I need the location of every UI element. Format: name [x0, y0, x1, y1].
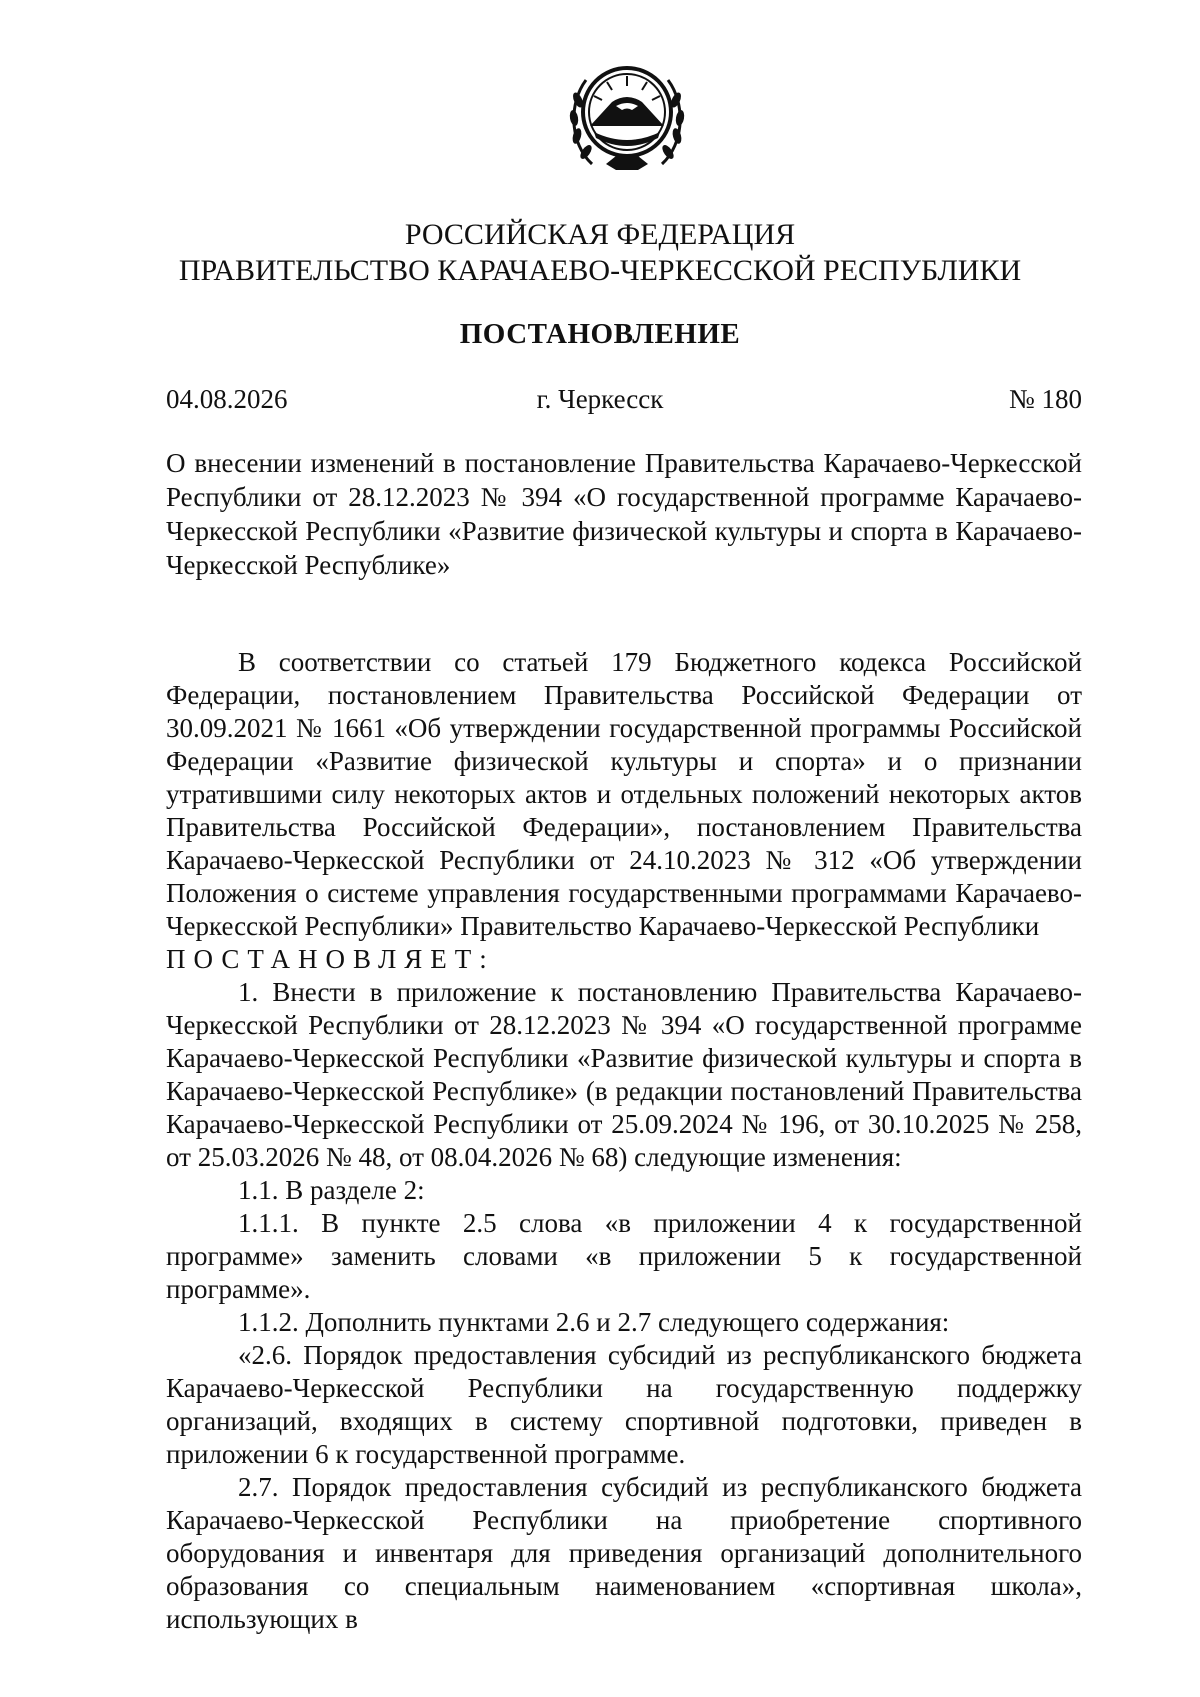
item-1-1-2-paragraph: 1.1.2. Дополнить пунктами 2.6 и 2.7 следующего содержания:: [238, 1307, 950, 1337]
preamble-paragraph: В соответствии со статьей 179 Бюджетного кодекса Российской Федерации, постановлением Правительства Российской Федерации от 30.09.2021 № 1661 «Об утверждении государственной программы Российской Федерации «Развитие физической культуры и спорта» и о признании утратившими силу некоторых актов и отдельных положений некоторых актов Правительства Российской Федерации», постановлением Правительства Карачаево-Черкесской Республики от 24.10.2023 № 312 «Об утверждении Положения о системе управления государственными программами Карачаево-Черкесской Республики» Правительство Карачаево-Черкесской Республики: [166, 647, 1082, 941]
item-1-1-paragraph: 1.1. В разделе 2:: [238, 1175, 425, 1205]
item-1-paragraph: 1. Внести в приложение к постановлению Правительства Карачаево-Черкесской Республики от 28.12.2023 № 394 «О государственной программе Карачаево-Черкесской Республики «Развитие физической культуры и спорта в Карачаево-Черкесской Республике» (в редакции постановлений Правительства Карачаево-Черкесской Республики от 25.09.2024 № 196, от 30.10.2025 № 258, от 25.03.2026 № 48, от 08.04.2026 № 68) следующие изменения:: [166, 977, 1082, 1172]
government-heading: ПРАВИТЕЛЬСТВО КАРАЧАЕВО-ЧЕРКЕССКОЙ РЕСПУБЛИКИ: [178, 254, 1022, 287]
quote-2-7-paragraph: 2.7. Порядок предоставления субсидий из республиканского бюджета Карачаево-Черкесской Республики на приобретение спортивного оборудования и инвентаря для приведения организаций дополнительного образования со специальным наименованием «спортивная школа», использующих в: [166, 1472, 1082, 1634]
document-place: г. Черкесск: [536, 384, 664, 414]
document-subject: О внесении изменений в постановление Правительства Карачаево-Черкесской Республики от 28.12.2023 № 394 «О государственной программе Карачаево-Черкесской Республики «Развитие физической культуры и спорта в Карачаево-Черкесской Республике»: [166, 448, 1082, 580]
quote-2-6-paragraph: «2.6. Порядок предоставления субсидий из республиканского бюджета Карачаево-Черкесской Республики на государственную поддержку организаций, входящих в систему спортивной подготовки, приведен в приложении 6 к государственной программе.: [166, 1340, 1082, 1469]
document-type-title: ПОСТАНОВЛЕНИЕ: [459, 318, 741, 350]
document-body: [166, 646, 1082, 1636]
item-1-1-1-paragraph: 1.1.1. В пункте 2.5 слова «в приложении 4 к государственной программе» заменить словами «в приложении 5 к государственной программе».: [166, 1208, 1082, 1304]
document-number: № 180: [1008, 384, 1082, 414]
country-heading: РОССИЙСКАЯ ФЕДЕРАЦИЯ: [404, 218, 796, 251]
resolves-heading: ПОСТАНОВЛЯЕТ:: [166, 944, 495, 974]
coat-of-arms-emblem: [562, 52, 692, 182]
document-date: 04.08.2026: [166, 384, 288, 414]
